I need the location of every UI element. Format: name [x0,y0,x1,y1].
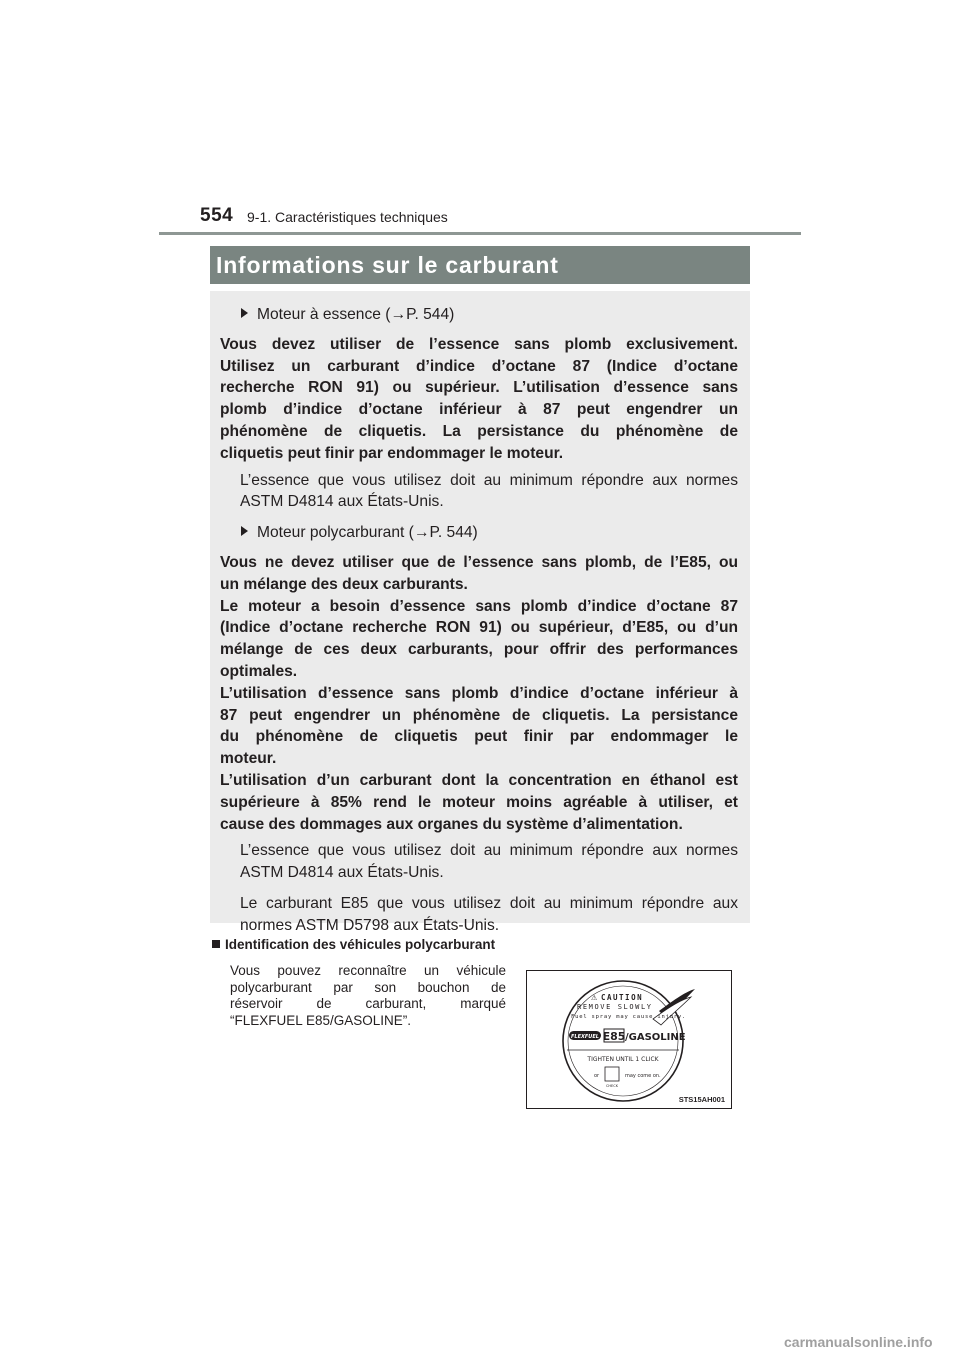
fuel-cap-figure [526,970,732,1109]
text-line: normes ASTM D5798 aux États-Unis. [240,916,500,934]
info-box [210,291,750,934]
text-line: moteur. [220,750,277,768]
text-line: Utilisez un carburant d’indice d’octane 87 (Indice d’octane [220,357,738,375]
text-line: ASTM D4814 aux États-Unis. [240,493,444,511]
text-line: L’essence que vous utilisez doit au minimum répondre aux normes [240,842,738,860]
text-line: un mélange des deux carburants. [220,575,468,593]
caution-text: CAUTION [601,993,644,1002]
text-line: Le moteur a besoin d’essence sans plomb d’indice d’octane 87 [220,597,738,615]
text-line: Vous pouvez reconnaître un véhicule [230,963,506,978]
text-line: réservoir de carburant, marqué [230,996,506,1011]
header-rule [159,232,801,235]
gasoline-bullet [220,304,738,326]
check-engine-icon [605,1067,619,1081]
text-line: Vous devez utiliser de l’essence sans plomb exclusivement. [220,335,738,353]
check-text: CHECK [605,1084,619,1088]
flex-note-astm-d5798 [220,893,738,937]
subsection-heading [212,937,495,952]
triangle-bullet-icon [241,526,248,536]
gasoline-note [220,470,738,514]
flex-note-astm-d4814 [220,840,738,884]
gasoline-text: /GASOLINE [625,1032,686,1043]
flex-bullet [220,522,738,544]
watermark: carmanualsonline.info [784,1334,933,1350]
text-line: mélange de ces deux carburants, pour offrir des performances [220,641,738,659]
text-line: L’utilisation d’un carburant dont la concentration en éthanol est [220,771,738,789]
flexfuel-text: FLEXFUEL [571,1034,599,1040]
text-line: recherche RON 91) ou supérieur. L’utilisation d’essence sans [220,379,738,397]
text-line: “FLEXFUEL E85/GASOLINE”. [230,1012,412,1028]
text-line: polycarburant par son bouchon de [230,979,506,995]
gasoline-bullet-text: Moteur à essence (→P. 544) [257,306,455,323]
subsection-title: Identification des véhicules polycarburant [225,937,496,952]
square-bullet-icon [212,940,220,948]
text-line: ASTM D4814 aux États-Unis. [240,864,444,882]
text-line: cause des dommages aux organes du système d’alimentation. [220,815,683,833]
text-line: phénomène de cliquetis. La persistance du phénomène de [220,422,738,440]
figure-caption: STS15AH001 [678,1095,725,1104]
flex-bullet-text: Moteur polycarburant (→P. 544) [257,524,478,542]
warning-icon: ⚠ [591,994,598,1002]
text-line: cliquetis peut finir par endommager le moteur. [220,444,564,462]
fuel-spray-text: Fuel spray may cause injury. [571,1014,687,1020]
remove-slowly-text: REMOVE SLOWLY [577,1003,653,1011]
tighten-text: TIGHTEN UNTIL 1 CLICK [587,1056,659,1063]
e85-text: E85 [602,1030,626,1043]
subsection-text [230,963,506,1029]
text-line: plomb d’indice d’octane inférieur à 87 peut engendrer un [220,401,738,419]
text-line: L’essence que vous utilisez doit au minimum répondre aux normes [240,471,738,489]
gasoline-bold-paragraph [220,334,738,465]
text-line: du phénomène de cliquetis peut finir par endommager le [220,728,738,746]
page-number: 554 [200,205,234,226]
chapter-title: 9-1. Caractéristiques techniques [247,209,448,225]
may-come-on-text: may come on. [625,1073,661,1079]
text-line: Vous ne devez utiliser que de l’essence sans plomb, de l’E85, ou [220,553,738,571]
text-line: optimales. [220,662,298,680]
text-line: 87 peut engendrer un phénomène de cliquetis. La persistance [220,706,738,724]
text-line: Le carburant E85 que vous utilisez doit au minimum répondre aux [240,894,738,912]
fuel-cap-illustration [527,971,731,1108]
flex-bold-paragraph [220,552,738,835]
or-text: or [594,1073,600,1079]
triangle-bullet-icon [241,308,248,318]
section-title-bar: Informations sur le carburant [210,246,750,284]
text-line: supérieure à 85% rend le moteur moins agréable à utiliser, et [220,793,738,811]
text-line: (Indice d’octane recherche RON 91) ou supérieur, d’E85, ou d’un [220,619,738,637]
text-line: L’utilisation d’essence sans plomb d’indice d’octane inférieur à [220,684,738,702]
